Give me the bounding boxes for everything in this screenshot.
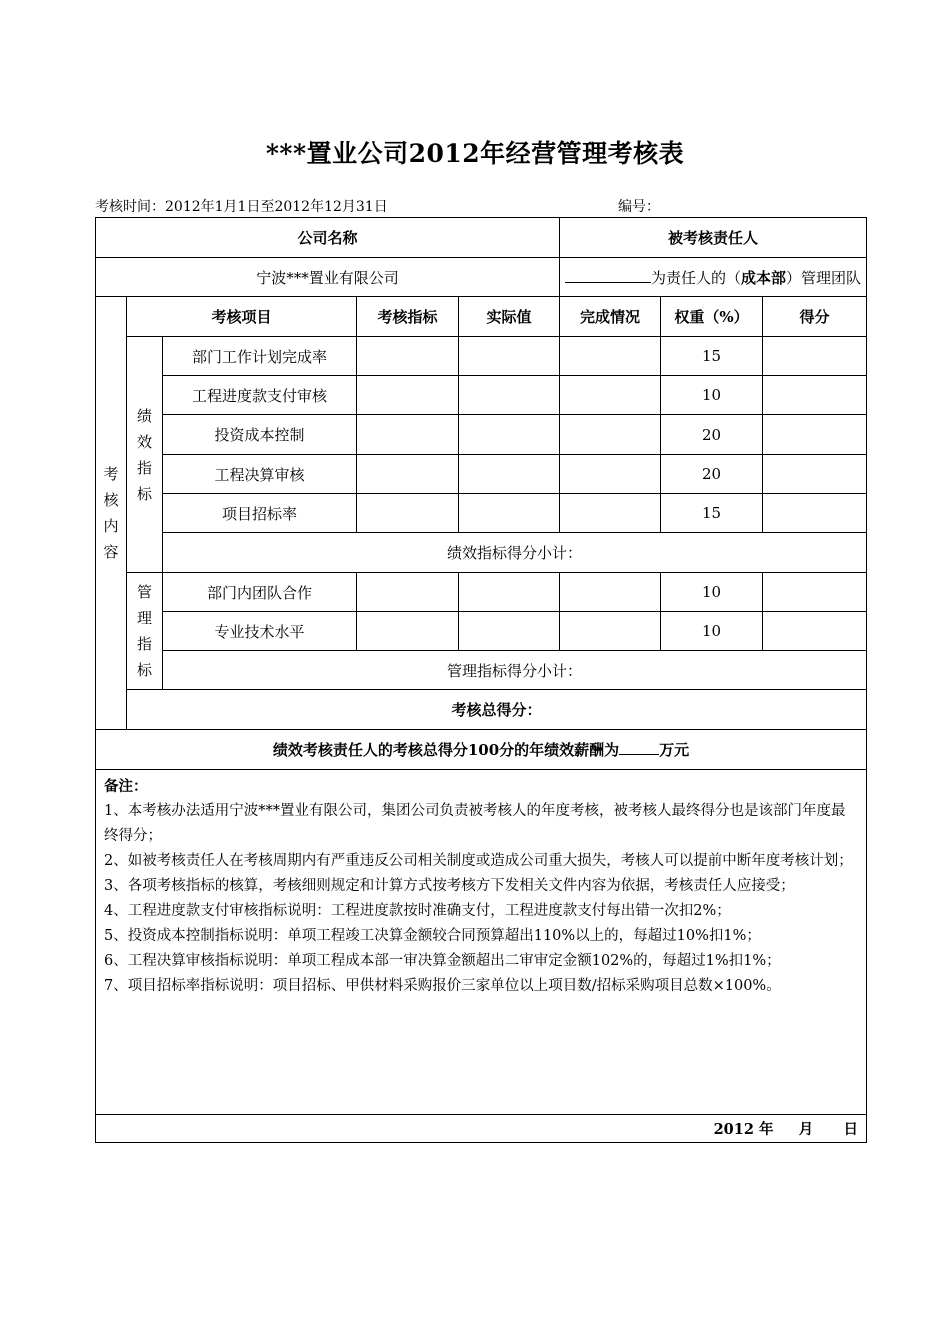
- form-title: ***置业公司2012年经营管理考核表: [265, 139, 685, 168]
- table-row: [96, 337, 867, 376]
- notes-section: [96, 770, 867, 1115]
- responsible-blank: [565, 268, 651, 283]
- weight-cell: 10: [661, 573, 763, 612]
- indicator-cell[interactable]: [357, 376, 459, 415]
- column-weight-header: 权重（%）: [661, 297, 763, 337]
- score-cell[interactable]: [763, 612, 867, 651]
- completion-cell[interactable]: [560, 376, 661, 415]
- note-item: 7、项目招标率指标说明：项目招标、甲供材料采购报价三家单位以上项目数/招标采购项目总数×100%。: [104, 978, 781, 994]
- assessment-content-label: 考 核 内 容: [96, 297, 127, 730]
- note-item: 1、本考核办法适用宁波***置业有限公司，集团公司负责被考核人的年度考核，被考核人最终得分也是该部门年度最终得分；: [104, 803, 846, 844]
- signature-date[interactable]: 2012 年 月 日: [96, 1115, 867, 1143]
- score-cell[interactable]: [763, 494, 867, 533]
- company-name-header: 公司名称: [96, 218, 560, 258]
- actual-cell[interactable]: [459, 455, 560, 494]
- assessment-table: [95, 217, 867, 1143]
- item-name: 投资成本控制: [163, 415, 357, 455]
- weight-cell: 10: [661, 376, 763, 415]
- actual-cell[interactable]: [459, 376, 560, 415]
- score-cell[interactable]: [763, 337, 867, 376]
- table-row: [96, 455, 867, 494]
- weight-cell: 15: [661, 494, 763, 533]
- management-indicator-label: 管 理 指 标: [127, 573, 163, 690]
- weight-cell: 20: [661, 415, 763, 455]
- indicator-cell[interactable]: [357, 573, 459, 612]
- salary-blank: [619, 740, 659, 755]
- note-item: 2、如被考核责任人在考核周期内有严重违反公司相关制度或造成公司重大损失，考核人可以提前中断年度考核计划；: [104, 853, 853, 869]
- table-row: [96, 376, 867, 415]
- item-name: 工程决算审核: [163, 455, 357, 494]
- item-name: 部门工作计划完成率: [163, 337, 357, 376]
- indicator-cell[interactable]: [357, 455, 459, 494]
- item-name: 工程进度款支付审核: [163, 376, 357, 415]
- actual-cell[interactable]: [459, 573, 560, 612]
- completion-cell[interactable]: [560, 337, 661, 376]
- total-score[interactable]: 考核总得分：: [127, 690, 867, 730]
- weight-cell: 15: [661, 337, 763, 376]
- performance-subtotal[interactable]: 绩效指标得分小计：: [163, 533, 867, 573]
- completion-cell[interactable]: [560, 455, 661, 494]
- notes-heading: 备注：: [104, 778, 148, 795]
- indicator-cell[interactable]: [357, 494, 459, 533]
- actual-cell[interactable]: [459, 337, 560, 376]
- serial-number-label: 编号：: [618, 199, 660, 215]
- responsible-person-header: 被考核责任人: [560, 218, 867, 258]
- completion-cell[interactable]: [560, 612, 661, 651]
- indicator-cell[interactable]: [357, 415, 459, 455]
- item-name: 部门内团队合作: [163, 573, 357, 612]
- management-subtotal[interactable]: 管理指标得分小计：: [163, 651, 867, 690]
- performance-indicator-label: 绩 效 指 标: [127, 337, 163, 573]
- score-cell[interactable]: [763, 573, 867, 612]
- completion-cell[interactable]: [560, 494, 661, 533]
- actual-cell[interactable]: [459, 612, 560, 651]
- salary-suffix: 万元: [659, 741, 690, 759]
- column-actual-header: 实际值: [459, 297, 560, 337]
- actual-cell[interactable]: [459, 494, 560, 533]
- completion-cell[interactable]: [560, 415, 661, 455]
- note-item: 5、投资成本控制指标说明：单项工程竣工决算金额较合同预算超出110%以上的，每超过10%扣1%；: [104, 928, 761, 944]
- assessment-period: 考核时间：2012年1月1日至2012年12月31日: [95, 199, 388, 215]
- column-indicator-header: 考核指标: [357, 297, 459, 337]
- salary-statement[interactable]: [96, 730, 867, 770]
- weight-cell: 20: [661, 455, 763, 494]
- responsible-person-value[interactable]: [560, 258, 867, 297]
- table-row: [96, 415, 867, 455]
- indicator-cell[interactable]: [357, 337, 459, 376]
- company-name-value[interactable]: 宁波***置业有限公司: [96, 258, 560, 297]
- column-score-header: 得分: [763, 297, 867, 337]
- table-row: [96, 573, 867, 612]
- note-item: 4、工程进度款支付审核指标说明：工程进度款按时准确支付，工程进度款支付每出错一次扣2%；: [104, 903, 731, 919]
- score-cell[interactable]: [763, 376, 867, 415]
- column-completion-header: 完成情况: [560, 297, 661, 337]
- item-name: 专业技术水平: [163, 612, 357, 651]
- salary-prefix: 绩效考核责任人的考核总得分100分的年绩效薪酬为: [272, 741, 620, 759]
- indicator-cell[interactable]: [357, 612, 459, 651]
- responsible-suffix: ）管理团队: [786, 268, 862, 287]
- completion-cell[interactable]: [560, 573, 661, 612]
- item-name: 项目招标率: [163, 494, 357, 533]
- score-cell[interactable]: [763, 415, 867, 455]
- note-item: 6、工程决算审核指标说明：单项工程成本部一审决算金额超出二审审定金额102%的，每超过1%扣1%；: [104, 953, 781, 969]
- table-row: [96, 494, 867, 533]
- note-item: 3、各项考核指标的核算，考核细则规定和计算方式按考核方下发相关文件内容为依据，考核责任人应接受；: [104, 878, 795, 894]
- weight-cell: 10: [661, 612, 763, 651]
- responsible-dept: 成本部: [741, 268, 787, 287]
- table-row: [96, 612, 867, 651]
- column-item-header: 考核项目: [127, 297, 357, 337]
- responsible-prefix: 为责任人的（: [650, 268, 741, 287]
- actual-cell[interactable]: [459, 415, 560, 455]
- score-cell[interactable]: [763, 455, 867, 494]
